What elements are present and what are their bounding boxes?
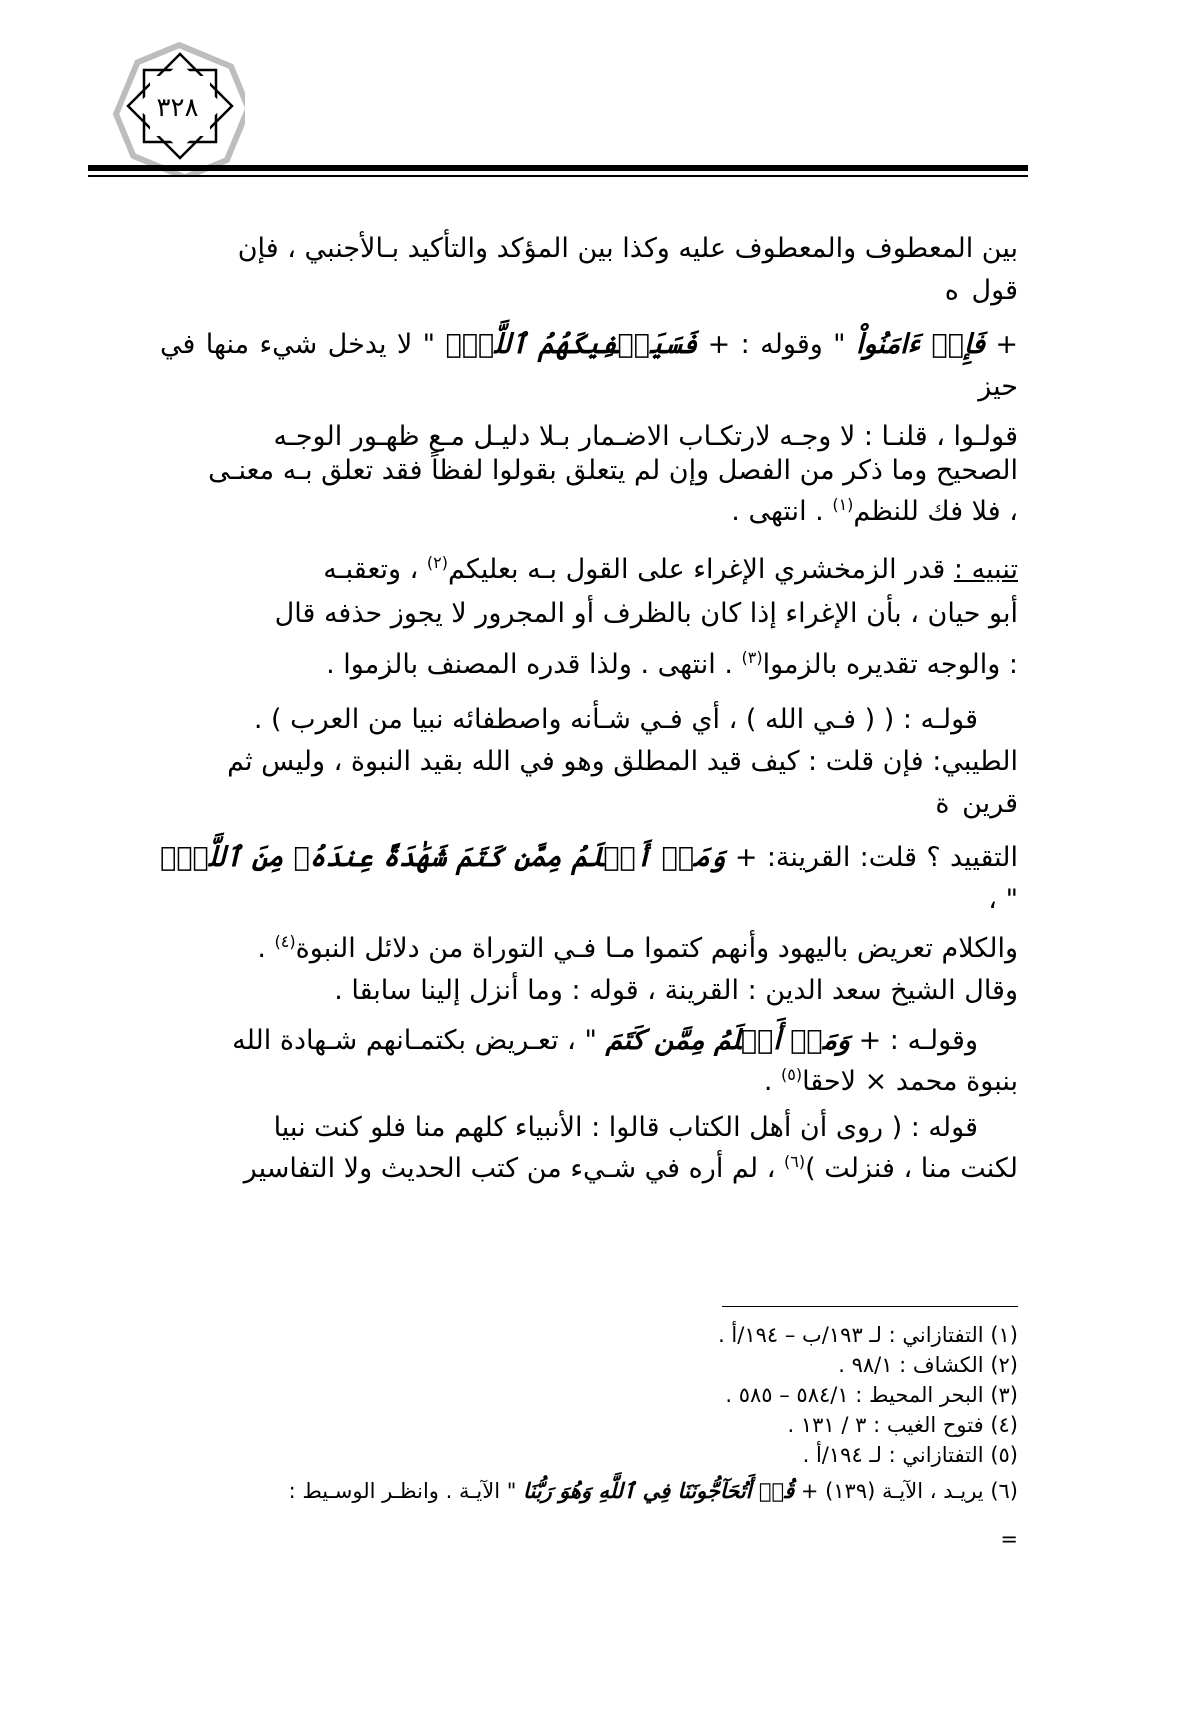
text-run: (٦) يريـد ، الآيـة (١٣٩) + <box>794 1479 1018 1503</box>
footnote: (٢) الكشاف : ٩٨/١ . <box>838 1353 1018 1377</box>
text-run: : والوجه تقديره بالزموا <box>762 649 1018 680</box>
footnotes <box>160 1320 1018 1554</box>
text-run: التقييد ؟ قلت: القرينة: + <box>725 842 1018 873</box>
text-run: قدر الزمخشري الإغراء على القول بـه بعليكم <box>448 554 954 585</box>
text-run: ، لم أره في شـيء من كتب الحديث ولا التفاسير <box>243 1153 784 1184</box>
text-run: . <box>257 933 275 964</box>
text-run: ، وتعقبـه <box>323 554 427 585</box>
stretched-word-end: ه <box>944 275 959 306</box>
text-run: " ، <box>988 884 1018 915</box>
text-run: . انتهى . <box>731 496 833 527</box>
paragraph <box>160 228 1018 312</box>
text-run: . <box>763 1066 781 1097</box>
text-line: بين المعطوف والمعطوف عليه وكذا بين المؤكد والتأكيد بـالأجنبي ، فإن <box>237 233 1018 264</box>
text-run: . انتهى . ولذا قدره المصنف بالزموا . <box>326 649 742 680</box>
stretched-word-end: ة <box>935 788 950 819</box>
text-run: " لا يدخل شيء منها في حيز <box>160 329 1018 402</box>
text-run: + <box>984 329 1018 360</box>
text-line <box>160 1145 1018 1186</box>
paragraph <box>160 699 1018 825</box>
paragraph <box>160 1111 1018 1186</box>
stretched-word <box>160 783 1018 825</box>
text-run: " وقوله : + <box>697 329 856 360</box>
quran-quote: وَمَنۡ أَظۡلَمُ مِمَّن كَتَمَ شَهَٰدَةً عِندَهُۥ مِنَ ٱللَّهِۗ <box>160 842 726 873</box>
note-label: تنبيه : <box>953 554 1018 585</box>
footnote: (٥) التفتازاني : لـ ١٩٤/أ . <box>802 1443 1018 1467</box>
text-line: الصحيح وما ذكر من الفصل وإن لم يتعلق بقولوا لفظاً فقد تعلق بـه معنـى <box>208 455 1018 486</box>
text-line <box>160 488 1018 529</box>
text-line <box>160 1024 1018 1058</box>
paragraph <box>160 541 1018 687</box>
text-run: والكلام تعريض باليهود وأنهم كتموا مـا فـي التوراة من دلائل النبوة <box>295 933 1018 964</box>
text-line <box>160 541 1018 592</box>
footnote-ref[interactable]: (٢) <box>426 553 449 572</box>
quran-quote: وَمَنۡ أَظۡلَمُ مِمَّن كَتَمَ <box>605 1025 851 1056</box>
paragraph <box>160 420 1018 529</box>
page-number: ٣٢٨ <box>156 92 199 123</box>
header-rule-thick <box>88 165 1028 171</box>
footnote-ref[interactable]: (٣) <box>741 648 763 667</box>
quran-quote: فَسَيَكۡفِيكَهُمُ ٱللَّهُۚ <box>445 329 698 360</box>
stretched-word-start: قول <box>971 275 1018 306</box>
stretched-word-start: قرين <box>962 788 1018 819</box>
text-line: قولـوا ، قلنـا : لا وجـه لارتكـاب الاضـمار بـلا دليـل مـع ظهـور الوجـه <box>273 421 1018 452</box>
footnote-ref[interactable]: (٥) <box>780 1065 803 1084</box>
text-run: بنبوة محمد × لاحقا <box>802 1066 1018 1097</box>
text-line: أبو حيان ، بأن الإغراء إذا كان بالظرف أو المجرور لا يجوز حذفه قال <box>274 598 1018 629</box>
text-line <box>160 636 1018 687</box>
text-line: الطيبي: فإن قلت : كيف قيد المطلق وهو في الله بقيد النبوة ، وليس ثم <box>227 746 1018 777</box>
text-line: قوله : ( روى أن أهل الكتاب قالوا : الأنبياء كلهم منا فلو كنت نبيا <box>273 1112 978 1143</box>
footnote: (١) التفتازاني : لـ ١٩٣/ب – ١٩٤/أ . <box>718 1323 1018 1347</box>
paragraph <box>160 1024 1018 1099</box>
text-run: وقولـه : + <box>850 1025 978 1056</box>
paragraph <box>160 837 1018 1012</box>
footnote <box>160 1476 1018 1506</box>
footnote-continuation-mark: = <box>1000 1527 1018 1551</box>
page-number-badge <box>110 40 245 175</box>
text-line: وقال الشيخ سعد الدين : القرينة ، قوله : وما أنزل إلينا سابقا . <box>334 975 1018 1006</box>
text-line <box>160 921 1018 970</box>
quran-quote: فَإِنۡ ءَامَنُواْ <box>855 329 985 360</box>
text-run: " ، تعـريض بكتمـانهم شـهادة الله <box>232 1025 606 1056</box>
footnote-ref[interactable]: (١) <box>832 495 854 514</box>
text-run: ، فلا فك للنظم <box>853 496 1018 527</box>
text-line <box>160 324 1018 408</box>
main-text <box>160 228 1018 1198</box>
paragraph <box>160 324 1018 408</box>
quran-quote: قُلۡ أَتُحَآجُّونَنَا فِي ٱللَّهِ وَهُوَ رَبُّنَا <box>523 1478 795 1503</box>
text-line <box>160 1058 1018 1099</box>
text-run: " الآيـة . وانظـر الوسـيط : <box>288 1479 524 1503</box>
footnote: (٤) فتوح الغيب : ٣ / ١٣١ . <box>787 1413 1018 1437</box>
footnote-ref[interactable]: (٦) <box>784 1152 806 1171</box>
stretched-word <box>160 270 1018 312</box>
text-line: قولـه : ( ( فـي الله ) ، أي فـي شـأنه واصطفائه نبيا من العرب ) . <box>253 704 978 735</box>
header-rule-thin <box>88 175 1028 177</box>
footnote-ref[interactable]: (٤) <box>274 932 296 951</box>
footnote: (٣) البحر المحيط : ٥٨٤/١ – ٥٨٥ . <box>725 1383 1018 1407</box>
footnote-separator <box>722 1306 1018 1307</box>
text-line <box>160 837 1018 921</box>
text-run: لكنت منا ، فنزلت ) <box>805 1153 1018 1184</box>
